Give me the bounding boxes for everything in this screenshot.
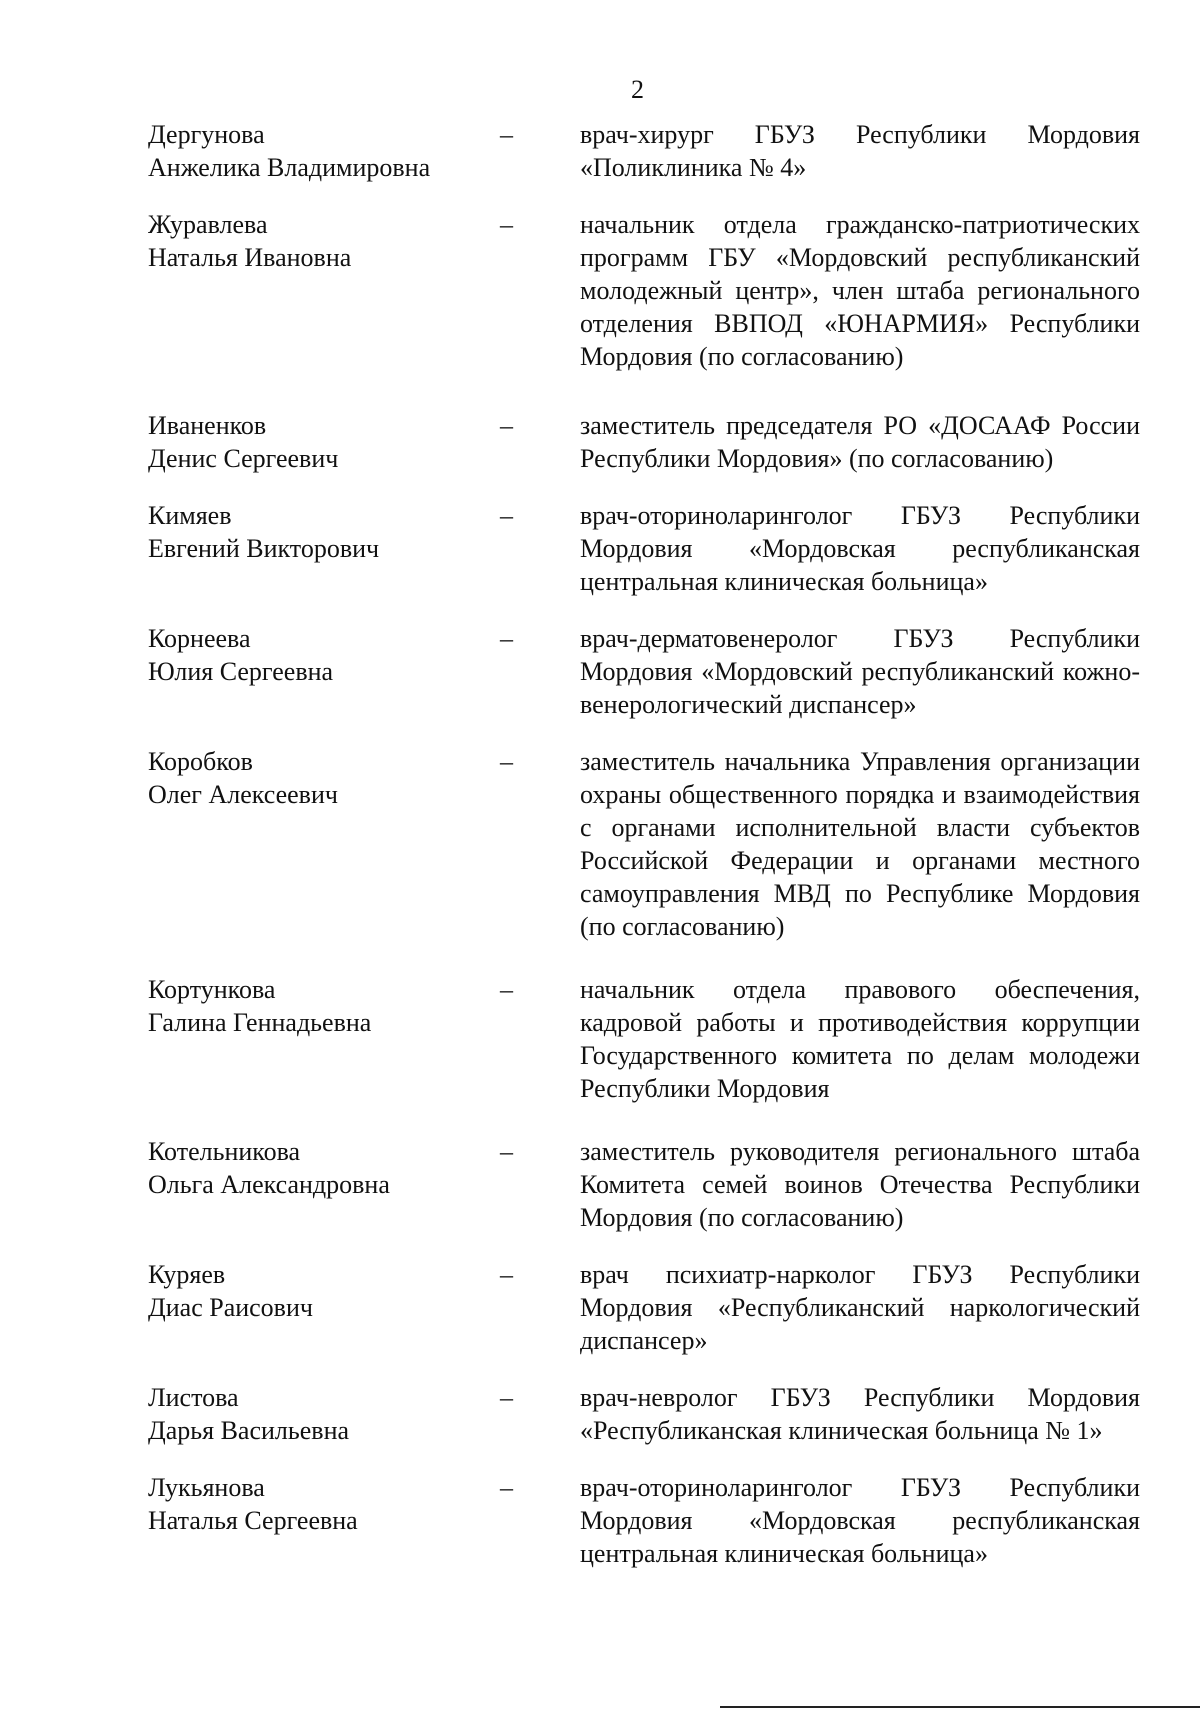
list-item [148,1258,1148,1357]
member-given-names: Дарья Васильевна [148,1416,350,1445]
separator-dash: – [500,624,513,653]
member-given-names: Ольга Александровна [148,1170,390,1199]
member-surname: Дергунова [148,120,265,149]
separator-dash: – [500,975,513,1004]
member-surname: Листова [148,1383,239,1412]
bottom-divider [720,1706,1200,1708]
member-position: заместитель начальника Управления организации охраны общественного порядка и взаимодействия с органами исполнительной власти субъектов Российской Федерации и органами местного самоуправления МВД по Республике Мордовия (по согласованию) [580,747,1140,941]
member-name [148,973,500,1039]
member-given-names: Диас Раисович [148,1293,313,1322]
member-name [148,1381,500,1447]
member-given-names: Галина Геннадьевна [148,1008,372,1037]
member-position: врач-оториноларинголог ГБУЗ Республики Мордовия «Мордовская республиканская центральная клиническая больница» [580,1473,1140,1568]
member-given-names: Наталья Ивановна [148,243,352,272]
member-position: заместитель председателя РО «ДОСААФ России Республики Мордовия» (по согласованию) [580,411,1140,473]
member-position: врач-хирург ГБУЗ Республики Мордовия «Поликлиника № 4» [580,120,1140,182]
list-item [148,1381,1148,1447]
list-item [148,499,1148,598]
member-position: заместитель руководителя регионального штаба Комитета семей воинов Отечества Республики Мордовия (по согласованию) [580,1137,1140,1232]
member-surname: Журавлева [148,210,268,239]
member-name [148,1258,500,1324]
list-item [148,1471,1148,1570]
member-surname: Куряев [148,1260,226,1289]
member-name [148,118,500,184]
member-surname: Корнеева [148,624,251,653]
member-position: начальник отдела правового обеспечения, кадровой работы и противодействия коррупции Государственного комитета по делам молодежи Республики Мордовия [580,975,1140,1103]
list-item [148,409,1148,475]
member-given-names: Олег Алексеевич [148,780,338,809]
member-position: врач психиатр-нарколог ГБУЗ Республики Мордовия «Республиканский наркологический диспансер» [580,1260,1140,1355]
member-position: начальник отдела гражданско-патриотических программ ГБУ «Мордовский республиканский молодежный центр», член штаба регионального отделения ВВПОД «ЮНАРМИЯ» Республики Мордовия (по согласованию) [580,210,1140,371]
list-item [148,118,1148,184]
separator-dash: – [500,501,513,530]
member-name [148,1471,500,1537]
page-number: 2 [631,75,644,104]
list-item [148,973,1148,1105]
member-name [148,745,500,811]
member-surname: Кимяев [148,501,232,530]
member-list [148,118,1148,1570]
member-given-names: Анжелика Владимировна [148,153,431,182]
member-surname: Иваненков [148,411,267,440]
member-given-names: Евгений Викторович [148,534,380,563]
member-name [148,499,500,565]
member-name [148,208,500,274]
member-given-names: Юлия Сергеевна [148,657,334,686]
list-item [148,1135,1148,1234]
member-surname: Лукьянова [148,1473,265,1502]
member-name [148,1135,500,1201]
member-given-names: Наталья Сергеевна [148,1506,358,1535]
separator-dash: – [500,1137,513,1166]
separator-dash: – [500,120,513,149]
separator-dash: – [500,411,513,440]
member-position: врач-невролог ГБУЗ Республики Мордовия «Республиканская клиническая больница № 1» [580,1383,1140,1445]
separator-dash: – [500,210,513,239]
separator-dash: – [500,1473,513,1502]
list-item [148,208,1148,373]
separator-dash: – [500,1260,513,1289]
list-item [148,622,1148,721]
separator-dash: – [500,747,513,776]
member-name [148,409,500,475]
member-position: врач-оториноларинголог ГБУЗ Республики Мордовия «Мордовская республиканская центральная клиническая больница» [580,501,1140,596]
list-item [148,745,1148,943]
member-given-names: Денис Сергеевич [148,444,339,473]
member-name [148,622,500,688]
separator-dash: – [500,1383,513,1412]
member-surname: Коробков [148,747,253,776]
member-position: врач-дерматовенеролог ГБУЗ Республики Мордовия «Мордовский республиканский кожно-венерологический диспансер» [580,624,1140,719]
member-surname: Кортункова [148,975,276,1004]
member-surname: Котельникова [148,1137,301,1166]
